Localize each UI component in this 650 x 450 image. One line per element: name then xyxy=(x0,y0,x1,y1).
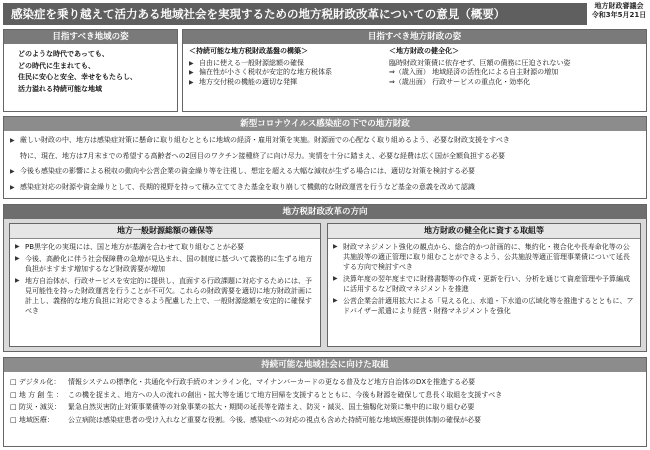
reform-header: 地方税財政改革の方向 xyxy=(4,205,646,219)
covid-body xyxy=(4,131,646,195)
covid-item: ▶ 厳しい財政の中、地方は感染症対策に懸命に取り組むとともに地域の経済・雇用対策を実施。財源面での心配なく取り組めるよう、必要な財政支援をすべき xyxy=(10,133,640,149)
sustainable-box xyxy=(3,357,647,447)
reform-right-item: ▶ 決算年度の翌年度までに財務書類等の作成・更新を行い、分析を通じて資産管理や予算編成に活用するなど財政マネジメントを推進 xyxy=(333,274,636,294)
sustainable-item xyxy=(10,376,640,389)
reform-box xyxy=(3,204,647,352)
vision-line: 活力溢れる持続可能な地域 xyxy=(18,84,102,93)
reform-right-item: ▶ 財政マネジメント強化の観点から、総合的かつ計画的に、集約化・複合化や長寿命化等の公共施設等の適正管理に取り組むことができるよう、公共施設等適正管理事業債について延長する方向で検討すべき xyxy=(333,242,636,272)
org-info xyxy=(590,2,648,20)
finance-right-item: 臨時財政対策債に依存せず、巨額の債務に圧迫されない姿 xyxy=(389,58,571,67)
sustainable-text: この機を捉まえ、地方への人の流れの創出・拡大等を通じて地方回帰を支援するとともに、今後も財源を確保して息長く取組を支援すべき xyxy=(68,390,503,399)
reform-left xyxy=(9,223,321,347)
sustainable-item xyxy=(10,401,640,414)
finance-left xyxy=(189,47,389,87)
sustainable-item xyxy=(10,389,640,402)
finance-left-item: ▶ 自由に使える一般財源総額の確保 xyxy=(189,59,389,69)
reform-left-item: ▶ 地方自治体が、行政サービスを安定的に提供し、直面する行政課題に対応するためには、予見可能性を持った財政運営を行うことが不可欠。これらの財政需要を適切に地方財政計画に計上し、義務的な地方負担に対応できるよう配慮した上で、一般財源総額を安定的に確保すべき xyxy=(15,276,316,316)
finance-header: 目指すべき地方財政の姿 xyxy=(183,30,646,44)
reform-left-item: ▶ 今後、高齢化に伴う社会保障費の急増が見込まれ、国の制度に基づいて義務的に生ずる地方負担がますます増加するなど財政需要が増加 xyxy=(15,254,316,274)
sustainable-text: 情報システムの標準化・共通化や行政手続のオンライン化、マイナンバーカードの更なる普及など地方自治体のDXを推進する必要 xyxy=(68,378,476,386)
covid-item: ▶ 今後も感染症の影響による税収の動向や公営企業の資金繰り等を注視し、想定を超える大幅な減収が生ずる場合には、適切な対策を検討する必要 xyxy=(10,164,640,180)
covid-item: 特に、現在、地方は7月末までの希望する高齢者への2回目のワクチン接種終了に向け尽力。実情を十分に踏まえ、必要な経費は広く国が全額負担する必要 xyxy=(20,151,505,160)
sustainable-body xyxy=(4,372,646,426)
vision-line: 住民に安心と安全、幸せをもたらし、 xyxy=(18,73,137,81)
page-title: 感染症を乗り越えて活力ある地域社会を実現するための地方税財政改革についての意見（概要） xyxy=(3,3,587,25)
reform-body xyxy=(4,219,646,347)
vision-box xyxy=(3,29,178,112)
finance-right-item: ⇒（歳出面） 行政サービスの重点化・効率化 xyxy=(389,77,531,86)
reform-left-body xyxy=(10,239,320,316)
reform-right-item: ▶ 公営企業会計適用拡大による「見える化」、水道・下水道の広域化等を推進するとともに、アドバイザー派遣により経営・財務マネジメントを強化 xyxy=(333,296,636,316)
reform-right-body xyxy=(328,239,640,316)
sustainable-label: □ デジタル化： xyxy=(10,376,68,389)
finance-left-item: ▶ 地方交付税の機能の適切な発揮 xyxy=(189,78,389,88)
sustainable-label: □ 地 方 創 生 ： xyxy=(10,389,68,402)
finance-body xyxy=(183,44,646,87)
reform-right-title: 地方財政の健全化に資する取組等 xyxy=(328,224,640,239)
date: 令和3年5月21日 xyxy=(591,11,647,19)
finance-left-item: ▶ 偏在性が小さく税収が安定的な地方税体系 xyxy=(189,68,389,78)
vision-body xyxy=(4,44,177,95)
vision-header: 目指すべき地域の姿 xyxy=(4,30,177,44)
vision-line: どのような時代であっても、 xyxy=(18,50,109,58)
sustainable-text: 公立病院は感染症患者の受け入れなど重要な役割。今後、感染症への対応の視点も含めた持続可能な地域医療提供体制の確保が必要 xyxy=(68,415,481,424)
covid-header: 新型コロナウイルス感染症の下での地方財政 xyxy=(4,117,646,131)
finance-right-title: ＜地方財政の健全化＞ xyxy=(389,47,459,55)
sustainable-header: 持続可能な地域社会に向けた取組 xyxy=(4,358,646,372)
reform-right xyxy=(327,223,641,347)
finance-box xyxy=(182,29,647,112)
sustainable-label: □ 地域医療： xyxy=(10,414,68,427)
finance-right-item: ⇒（歳入面） 地域経済の活性化による自主財源の増加 xyxy=(389,68,559,76)
covid-item: ▶ 感染症対応の財源や資金繰りとして、長期的視野を持って積み立ててきた基金を取り崩して機動的な財政運営を行うなど基金の意義を改めて認識 xyxy=(10,180,640,196)
vision-line: どの時代に生まれても、 xyxy=(18,61,95,70)
sustainable-label: □ 防災・減災： xyxy=(10,401,68,414)
org-name: 地方財政審議会 xyxy=(594,2,644,10)
reform-left-title: 地方一般財源総額の確保等 xyxy=(10,224,320,239)
reform-left-item: ▶ PB黒字化の実現には、国と地方が基調を合わせて取り組むことが必要 xyxy=(15,242,316,252)
finance-right xyxy=(389,47,641,87)
covid-box xyxy=(3,116,647,199)
sustainable-text: 緊急自然災害防止対策事業債等の対象事業の拡大・期間の延長等を踏まえ、防災・減災、国土強靱化対策に集中的に取り組む必要 xyxy=(68,403,475,411)
sustainable-item xyxy=(10,414,640,427)
finance-left-title: ＜持続可能な地方税財政基盤の構築＞ xyxy=(189,47,308,55)
